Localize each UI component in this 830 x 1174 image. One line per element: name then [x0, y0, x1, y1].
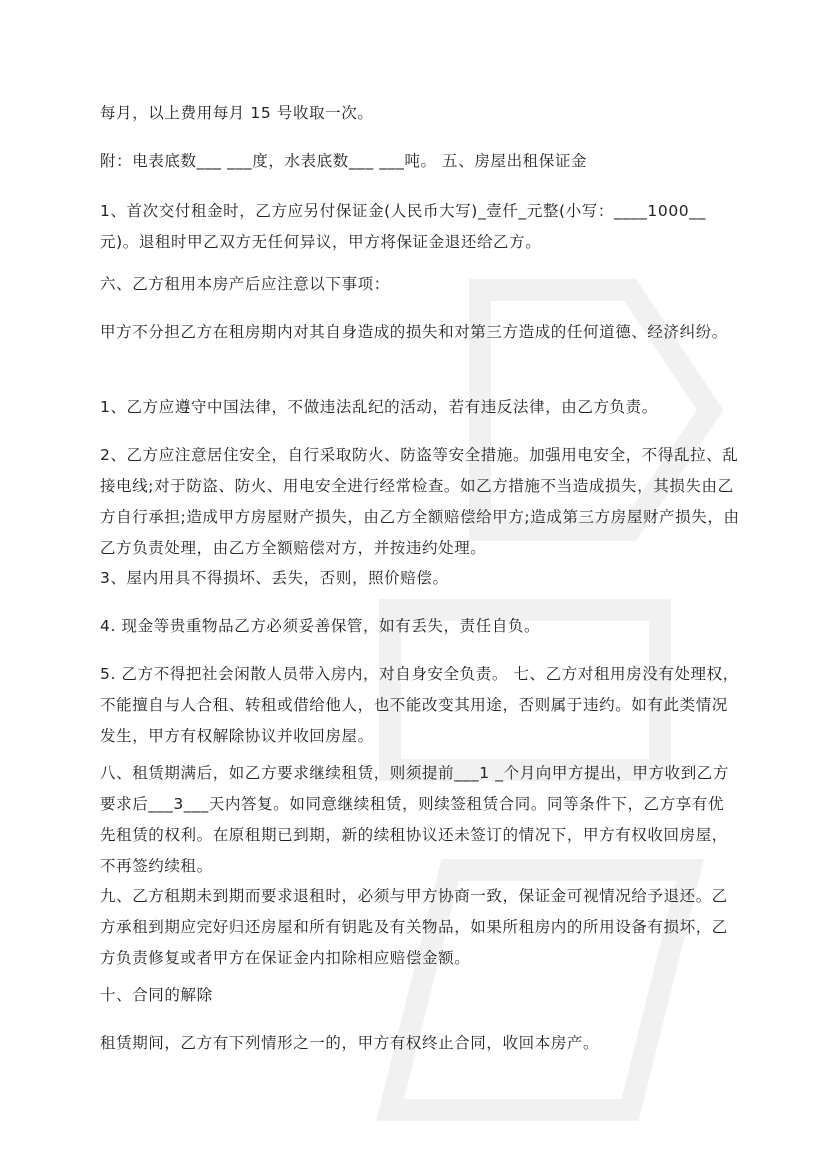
paragraph-section-six-heading: 六、乙方租用本房产后应注意以下事项：	[100, 275, 390, 293]
paragraph-termination: 租赁期间，乙方有下列情形之一的，甲方有权终止合同，收回本房产。	[100, 1034, 600, 1052]
paragraph-meter-reading: 附：电表底数___ ___度，水表底数___ ___吨。 五、房屋出租保证金	[100, 152, 588, 170]
paragraph-clause-5: 5. 乙方不得把社会闲散人员带入房内，对自身安全负责。 七、乙方对租用房没有处理权，不能擅自与人合租、转租或借给他人，也不能改变其用途，否则属于违约。如有此类情况发生，甲方有权解除协议并收回房屋。	[100, 665, 739, 745]
paragraph-clause-3: 3、屋内用具不得损坏、丢失，否则，照价赔偿。	[100, 569, 449, 587]
paragraph-clause-4: 4. 现金等贵重物品乙方必须妥善保管，如有丢失，责任自负。	[100, 617, 541, 635]
paragraph-clause-1: 1、乙方应遵守中国法律，不做违法乱纪的活动，若有违反法律，由乙方负责。	[100, 398, 658, 416]
paragraph-section-nine: 九、乙方租期未到期而要求退租时，必须与甲方协商一致，保证金可视情况给予退还。乙方承租到期应完好归还房屋和所有钥匙及有关物品，如果所租房内的所用设备有损坏，乙方负责修复或者甲方在保证金内扣除相应赔偿金额。	[100, 887, 728, 967]
paragraph-section-ten-heading: 十、合同的解除	[100, 986, 213, 1004]
paragraph-deposit: 1、首次交付租金时，乙方应另付保证金(人民币大写)_壹仟_元整(小写：____1000__ 元)。退租时甲乙双方无任何异议，甲方将保证金退还给乙方。	[100, 202, 706, 251]
paragraph-monthly-fee: 每月，以上费用每月 15 号收取一次。	[100, 104, 374, 122]
paragraph-clause-2: 2、乙方应注意居住安全，自行采取防火、防盗等安全措施。加强用电安全，不得乱拉、乱接电线;对于防盗、防火、用电安全进行经常检查。如乙方措施不当造成损失，其损失由乙方自行承担;造成甲方房屋财产损失，由乙方全额赔偿给甲方;造成第三方房屋财产损失，由乙方负责处理，由乙方全额赔偿对方，并按违约处理。	[100, 446, 740, 557]
paragraph-section-eight: 八、租赁期满后，如乙方要求继续租赁，则须提前___1 _个月向甲方提出，甲方收到乙方要求后___3___天内答复。如同意继续租赁，则续签租赁合同。同等条件下，乙方享有优先租赁的权利。在原租期已到期，新的续租协议还未签订的情况下，甲方有权收回房屋，不再签约续租。	[100, 764, 729, 875]
paragraph-liability-disclaimer: 甲方不分担乙方在租房期内对其自身造成的损失和对第三方造成的任何道德、经济纠纷。	[100, 323, 728, 341]
